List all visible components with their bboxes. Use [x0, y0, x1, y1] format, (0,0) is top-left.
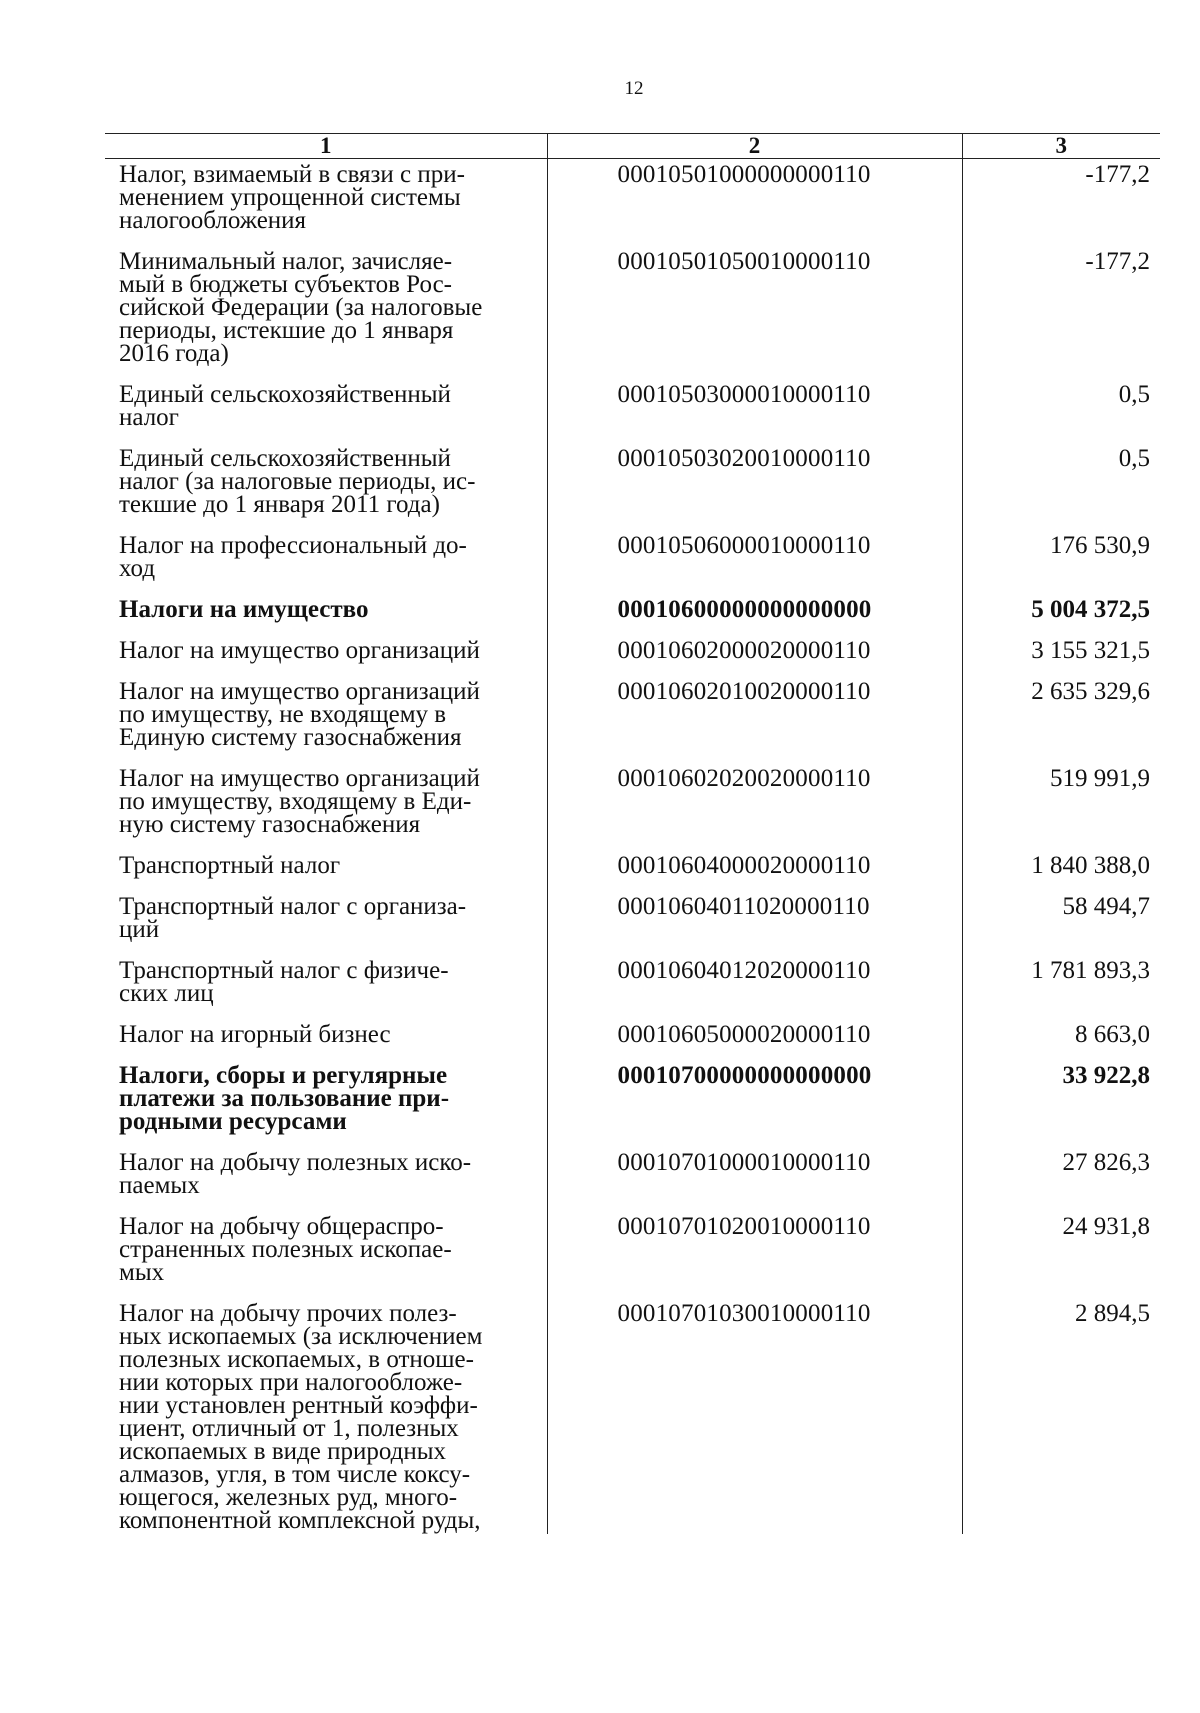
column-header-2: 2 — [547, 134, 962, 159]
row-name-line: Транспортный налог — [119, 852, 341, 879]
row-name-line: ющегося, железных руд, много- — [119, 1484, 458, 1511]
row-name-line: ископаемых в виде природных — [119, 1438, 447, 1465]
row-name-line: мых — [119, 1259, 165, 1286]
column-header-3: 3 — [962, 134, 1160, 159]
row-name-line: менением упрощенной системы — [119, 184, 461, 211]
table-row — [105, 1284, 1160, 1534]
table-row — [105, 365, 1160, 429]
row-name-cell — [105, 159, 547, 233]
row-value-cell: 58 494,7 — [962, 877, 1160, 941]
row-name-line: налогообложения — [119, 207, 307, 234]
row-code-cell: 00010600000000000000 — [547, 580, 962, 621]
row-name-line: Налог, взимаемый в связи с при- — [119, 161, 465, 188]
table-row — [105, 580, 1160, 621]
table-header-row — [105, 134, 1160, 159]
row-name-line: Налог на игорный бизнес — [119, 1021, 391, 1048]
table-row — [105, 1197, 1160, 1284]
row-value-cell: -177,2 — [962, 232, 1160, 365]
row-name-line: ход — [119, 555, 156, 582]
row-name-line: Транспортный налог с физиче- — [119, 957, 449, 984]
page-number: 12 — [624, 78, 644, 99]
table-row — [105, 877, 1160, 941]
row-value-cell: 1 840 388,0 — [962, 836, 1160, 877]
row-name-line: платежи за пользование при- — [119, 1085, 450, 1112]
row-name-line: Налог на добычу полезных иско- — [119, 1149, 472, 1176]
row-value-cell: 3 155 321,5 — [962, 621, 1160, 662]
row-name-line: по имуществу, не входящему в — [119, 701, 447, 728]
row-value-cell: 5 004 372,5 — [962, 580, 1160, 621]
row-name-cell — [105, 836, 547, 877]
row-value-cell: 0,5 — [962, 365, 1160, 429]
row-name-line: Налоги, сборы и регулярные — [119, 1062, 448, 1089]
row-name-line: полезных ископаемых, в отноше- — [119, 1346, 474, 1373]
row-name-line: ций — [119, 916, 160, 943]
row-name-line: 2016 года) — [119, 340, 229, 367]
row-code-cell: 00010602020020000110 — [547, 749, 962, 836]
row-code-cell: 00010604011020000110 — [547, 877, 962, 941]
row-name-cell — [105, 1197, 547, 1284]
row-name-cell — [105, 749, 547, 836]
row-name-cell — [105, 662, 547, 749]
table-row — [105, 662, 1160, 749]
row-name-line: ную систему газоснабжения — [119, 811, 421, 838]
row-name-line: алмазов, угля, в том числе коксу- — [119, 1461, 471, 1488]
row-value-cell: 1 781 893,3 — [962, 941, 1160, 1005]
row-name-line: налог (за налоговые периоды, ис- — [119, 468, 476, 495]
row-value-cell: 33 922,8 — [962, 1046, 1160, 1133]
row-name-line: Единую систему газоснабжения — [119, 724, 462, 751]
row-code-cell: 00010701020010000110 — [547, 1197, 962, 1284]
row-name-line: Минимальный налог, зачисляе- — [119, 248, 453, 275]
row-name-line: Налог на имущество организаций — [119, 765, 480, 792]
row-name-cell — [105, 1133, 547, 1197]
row-value-cell: 0,5 — [962, 429, 1160, 516]
table-row — [105, 1005, 1160, 1046]
row-code-cell: 00010602000020000110 — [547, 621, 962, 662]
table-row — [105, 1046, 1160, 1133]
row-name-line: Налоги на имущество — [119, 596, 369, 623]
table-body — [105, 159, 1160, 1535]
row-name-line: налог — [119, 404, 179, 431]
row-name-line: Налог на профессиональный до- — [119, 532, 467, 559]
row-value-cell: 176 530,9 — [962, 516, 1160, 580]
row-name-line: сийской Федерации (за налоговые — [119, 294, 483, 321]
row-name-line: циент, отличный от 1, полезных — [119, 1415, 459, 1442]
column-header-1: 1 — [105, 134, 547, 159]
row-code-cell: 00010604012020000110 — [547, 941, 962, 1005]
revenue-table-wrapper — [105, 133, 1160, 1534]
row-name-line: ских лиц — [119, 980, 214, 1007]
row-name-cell — [105, 1046, 547, 1133]
row-code-cell: 00010503020010000110 — [547, 429, 962, 516]
table-row — [105, 1133, 1160, 1197]
row-name-cell — [105, 429, 547, 516]
row-value-cell: -177,2 — [962, 159, 1160, 233]
row-code-cell: 00010605000020000110 — [547, 1005, 962, 1046]
row-code-cell: 00010701000010000110 — [547, 1133, 962, 1197]
row-name-line: Налог на добычу прочих полез- — [119, 1300, 457, 1327]
revenue-table — [105, 133, 1160, 1534]
row-name-line: Единый сельскохозяйственный — [119, 381, 451, 408]
row-value-cell: 2 635 329,6 — [962, 662, 1160, 749]
table-row — [105, 159, 1160, 233]
row-name-cell — [105, 516, 547, 580]
row-name-cell — [105, 621, 547, 662]
row-value-cell: 519 991,9 — [962, 749, 1160, 836]
row-code-cell: 00010701030010000110 — [547, 1284, 962, 1534]
table-row — [105, 516, 1160, 580]
row-name-line: страненных полезных ископае- — [119, 1236, 452, 1263]
row-name-cell — [105, 580, 547, 621]
row-code-cell: 00010700000000000000 — [547, 1046, 962, 1133]
row-name-line: текшие до 1 января 2011 года) — [119, 491, 440, 518]
row-value-cell: 8 663,0 — [962, 1005, 1160, 1046]
table-row — [105, 232, 1160, 365]
row-code-cell: 00010604000020000110 — [547, 836, 962, 877]
row-name-cell — [105, 1005, 547, 1046]
row-name-line: ных ископаемых (за исключением — [119, 1323, 483, 1350]
table-row — [105, 836, 1160, 877]
row-code-cell: 00010602010020000110 — [547, 662, 962, 749]
table-row — [105, 749, 1160, 836]
row-name-line: мый в бюджеты субъектов Рос- — [119, 271, 453, 298]
row-name-cell — [105, 877, 547, 941]
row-name-line: родными ресурсами — [119, 1108, 347, 1135]
row-name-line: нии которых при налогообложе- — [119, 1369, 463, 1396]
row-name-line: нии установлен рентный коэффи- — [119, 1392, 478, 1419]
row-name-cell — [105, 232, 547, 365]
row-name-cell — [105, 941, 547, 1005]
row-name-line: паемых — [119, 1172, 200, 1199]
row-value-cell: 27 826,3 — [962, 1133, 1160, 1197]
row-code-cell: 00010501050010000110 — [547, 232, 962, 365]
row-code-cell: 00010501000000000110 — [547, 159, 962, 233]
row-name-line: компонентной комплексной руды, — [119, 1507, 481, 1534]
row-code-cell: 00010506000010000110 — [547, 516, 962, 580]
row-name-line: Единый сельскохозяйственный — [119, 445, 451, 472]
row-name-line: Налог на имущество организаций — [119, 678, 480, 705]
row-name-line: Налог на добычу общераспро- — [119, 1213, 444, 1240]
row-code-cell: 00010503000010000110 — [547, 365, 962, 429]
row-name-cell — [105, 365, 547, 429]
row-name-line: Налог на имущество организаций — [119, 637, 480, 664]
table-row — [105, 941, 1160, 1005]
row-name-cell — [105, 1284, 547, 1534]
table-row — [105, 429, 1160, 516]
row-name-line: по имуществу, входящему в Еди- — [119, 788, 472, 815]
row-value-cell: 2 894,5 — [962, 1284, 1160, 1534]
table-row — [105, 621, 1160, 662]
row-name-line: периоды, истекшие до 1 января — [119, 317, 454, 344]
row-name-line: Транспортный налог с организа- — [119, 893, 467, 920]
row-value-cell: 24 931,8 — [962, 1197, 1160, 1284]
